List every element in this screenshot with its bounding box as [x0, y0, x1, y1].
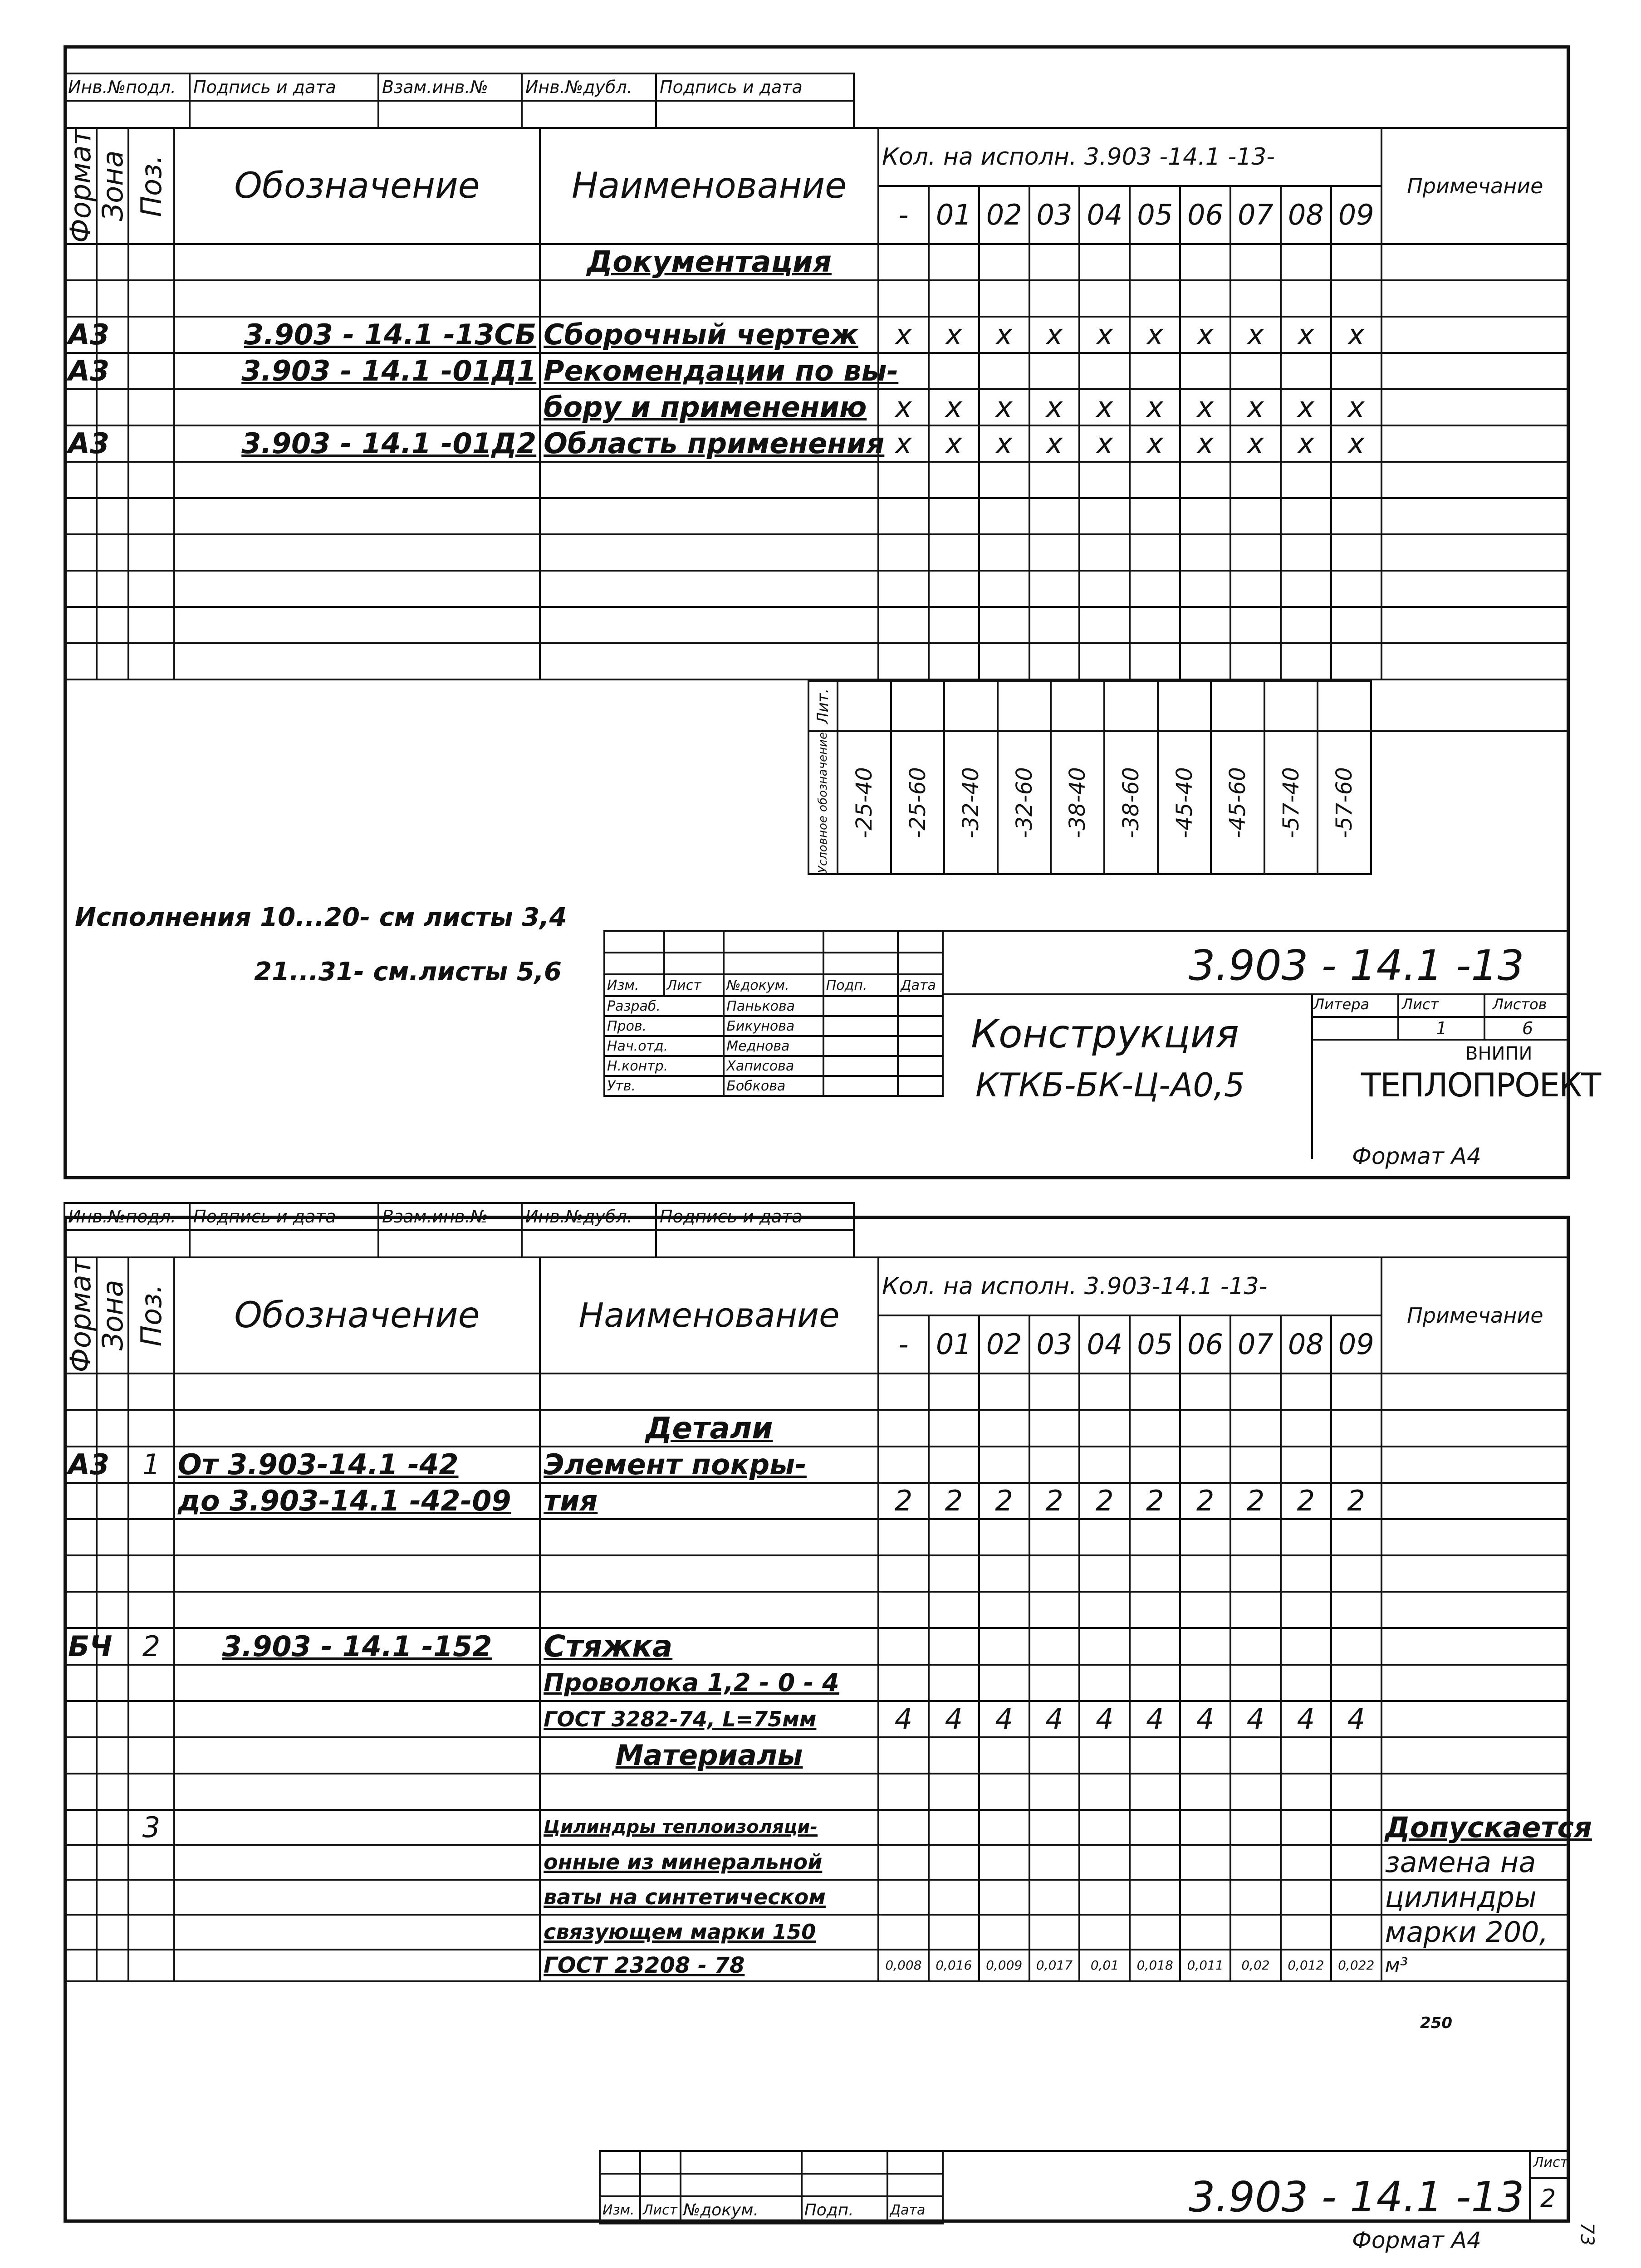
designation-cell: до 3.903-14.1 -42-09 — [174, 1483, 540, 1519]
strip-cell: Инв.№подл. — [64, 73, 190, 101]
stamp-role-row — [604, 996, 943, 1016]
qty-cell: 4 — [1230, 1701, 1281, 1737]
strip-cell: Подпись и дата — [190, 1203, 378, 1230]
top-strip-2 — [64, 1202, 855, 1231]
mark-cell: x — [1331, 425, 1381, 462]
item-row — [64, 1447, 1569, 1483]
qty-cell: 2 — [1029, 1483, 1080, 1519]
qty-cell: 0,008 — [878, 1950, 929, 1981]
variant-cell: 06 — [1180, 1315, 1230, 1374]
mark-cell: x — [1230, 317, 1281, 353]
cond-cell: -57-60 — [1318, 731, 1371, 874]
doc-row — [64, 317, 1569, 353]
col-note-header: Примечание — [1381, 128, 1569, 244]
variant-cell: 07 — [1230, 1315, 1281, 1374]
mark-cell: x — [929, 389, 979, 425]
cond-cell: -32-60 — [998, 731, 1051, 874]
qty-cell: 0,016 — [929, 1950, 979, 1981]
variant-cell: 07 — [1230, 186, 1281, 244]
variant-cell: - — [878, 1315, 929, 1374]
variant-cell: 01 — [929, 186, 979, 244]
item-row — [64, 1665, 1569, 1701]
qty-cell: 2 — [929, 1483, 979, 1519]
item-row — [64, 1701, 1569, 1737]
name-cell: тия — [540, 1483, 878, 1519]
mark-cell: x — [1331, 389, 1381, 425]
qty-cell: 4 — [1130, 1701, 1180, 1737]
spec-table-2 — [64, 1256, 1592, 1982]
format-cell: БЧ — [64, 1628, 97, 1665]
stamp-role-row — [604, 1056, 943, 1076]
qty-cell: 4 — [1079, 1701, 1130, 1737]
cond-cell: -38-40 — [1051, 731, 1104, 874]
col-format-header: Формат — [64, 129, 97, 243]
stamp-hdr: Изм. — [600, 2196, 640, 2224]
designation-cell: 3.903 - 14.1 -01Д1 — [174, 353, 540, 389]
cond-cell: -32-40 — [944, 731, 998, 874]
qty-cell: 4 — [1331, 1701, 1381, 1737]
stamp-line — [944, 930, 1570, 932]
signer-cell: Хаписова — [724, 1056, 823, 1076]
qty-cell: 0,009 — [979, 1950, 1029, 1981]
stamp-line — [1529, 2177, 1570, 2179]
unit-cell: м³ — [1381, 1950, 1569, 1981]
mark-cell: x — [1079, 425, 1130, 462]
variant-cell: 04 — [1079, 186, 1130, 244]
mark-cell: x — [1281, 389, 1331, 425]
mark-cell: x — [1230, 425, 1281, 462]
cond-cell: -25-60 — [891, 731, 945, 874]
col-pos-header: Поз. — [128, 128, 174, 244]
format-cell: А3 — [64, 425, 97, 462]
org-name-1: ВНИПИ — [1465, 1043, 1533, 1064]
qty-cell: 4 — [1281, 1701, 1331, 1737]
qty-cell: 0,011 — [1180, 1950, 1230, 1981]
litera-label: Литера — [1313, 996, 1370, 1013]
col-name-header: Наименование — [540, 1257, 878, 1374]
qty-cell: 0,022 — [1331, 1950, 1381, 1981]
col-designation-header: Обозначение — [174, 128, 540, 244]
mark-cell: x — [1281, 425, 1331, 462]
mark-cell: x — [929, 425, 979, 462]
title-block-stamp-1 — [603, 930, 944, 1097]
stamp-line — [1311, 1039, 1570, 1041]
strip-cell: Подпись и дата — [190, 73, 378, 101]
qty-cell: 2 — [979, 1483, 1029, 1519]
qty-header: Кол. на исполн. 3.903-14.1 -13- — [878, 1257, 1381, 1315]
stamp-hdr: Подп. — [823, 974, 898, 996]
variant-cell: 01 — [929, 1315, 979, 1374]
org-name-2: ТЕПЛОПРОЕКТ — [1361, 1066, 1601, 1104]
cond-cell: -57-40 — [1264, 731, 1318, 874]
stamp-line — [1397, 993, 1399, 1039]
mark-cell: x — [1130, 425, 1180, 462]
variant-cell: 02 — [979, 186, 1029, 244]
name-cell: ваты на синтетическом — [540, 1880, 878, 1915]
stamp-hdr: Изм. — [604, 974, 664, 996]
top-strip-1b — [64, 100, 855, 129]
title-line-2: КТКБ-БК-Ц-А0,5 — [975, 1066, 1245, 1104]
qty-header: Кол. на исполн. 3.903 -14.1 -13- — [878, 128, 1381, 186]
qty-cell: 2 — [1281, 1483, 1331, 1519]
role-cell: Нач.отд. — [604, 1036, 724, 1056]
signer-cell: Бобкова — [724, 1076, 823, 1096]
mark-cell: x — [1029, 389, 1080, 425]
col-zone-header: Зона — [97, 128, 129, 244]
doc-row — [64, 353, 1569, 389]
format-label-1: Формат А4 — [1352, 1143, 1481, 1169]
mark-cell: x — [929, 317, 979, 353]
qty-cell: 2 — [1230, 1483, 1281, 1519]
cond-row — [808, 731, 1570, 874]
qty-cell: 0,018 — [1130, 1950, 1180, 1981]
mark-cell: x — [1331, 317, 1381, 353]
variant-cell: 05 — [1130, 186, 1180, 244]
qty-cell: 4 — [1180, 1701, 1230, 1737]
designation-cell: 3.903 - 14.1 -01Д2 — [174, 425, 540, 462]
name-cell: бору и применению — [540, 389, 878, 425]
format-cell: А3 — [64, 353, 97, 389]
list-value-2: 2 — [1540, 2184, 1556, 2213]
strip-cell: Подпись и дата — [656, 73, 854, 101]
note-variants-2: 21...31- см.листы 5,6 — [254, 957, 562, 987]
stamp-line — [944, 2150, 1570, 2152]
designation-cell: 3.903 - 14.1 -152 — [174, 1628, 540, 1665]
qty-cell: 2 — [1180, 1483, 1230, 1519]
stamp-hdr: Дата — [887, 2196, 943, 2224]
list-label-1: Лист — [1402, 996, 1439, 1013]
cond-cell: -38-60 — [1104, 731, 1158, 874]
note-cell: марки 200, — [1381, 1915, 1569, 1950]
title-block-stamp-2 — [599, 2150, 944, 2224]
qty-cell: 2 — [1331, 1483, 1381, 1519]
item-row — [64, 1845, 1569, 1880]
strip-cell: Инв.№дубл. — [522, 1203, 656, 1230]
col-designation-header: Обозначение — [174, 1257, 540, 1374]
role-cell: Разраб. — [604, 996, 724, 1016]
listov-value: 6 — [1522, 1018, 1533, 1038]
stamp-hdr: Дата — [898, 974, 943, 996]
mark-cell: x — [1130, 317, 1180, 353]
qty-cell: 0,02 — [1230, 1950, 1281, 1981]
spec-table-1 — [64, 127, 1570, 680]
designation-cell: От 3.903-14.1 -42 — [174, 1447, 540, 1483]
item-row — [64, 1483, 1569, 1519]
variant-cell: 08 — [1281, 186, 1331, 244]
mark-cell: x — [1230, 389, 1281, 425]
stamp-line — [1311, 1016, 1570, 1018]
variant-cell: 05 — [1130, 1315, 1180, 1374]
stamp-line — [944, 993, 1570, 995]
name-cell: Рекомендации по вы- — [540, 353, 878, 389]
top-strip-1 — [64, 73, 855, 102]
mark-cell: x — [979, 425, 1029, 462]
designation-cell: 3.903 - 14.1 -13СБ — [174, 317, 540, 353]
mark-cell: x — [1079, 317, 1130, 353]
qty-cell: 4 — [1029, 1701, 1080, 1737]
mark-cell: x — [878, 317, 929, 353]
qty-cell: 2 — [1079, 1483, 1130, 1519]
variant-cell: 03 — [1029, 1315, 1080, 1374]
list-label-2: Лист — [1533, 2155, 1568, 2170]
role-cell: Утв. — [604, 1076, 724, 1096]
qty-cell: 2 — [878, 1483, 929, 1519]
variant-cell: 08 — [1281, 1315, 1331, 1374]
signer-cell: Бикунова — [724, 1016, 823, 1036]
mark-cell: x — [878, 389, 929, 425]
variant-cell: 03 — [1029, 186, 1080, 244]
item-row — [64, 1880, 1569, 1915]
format-cell: А3 — [64, 1447, 97, 1483]
name-cell: Проволока 1,2 - 0 - 4 — [540, 1665, 878, 1701]
col-pos-header: Поз. — [128, 1257, 174, 1374]
title-line-1: Конструкция — [971, 1012, 1239, 1057]
signer-cell: Меднова — [724, 1036, 823, 1056]
strip-cell: Инв.№дубл. — [522, 73, 656, 101]
section-details: Детали — [540, 1410, 878, 1447]
mark-cell: x — [878, 425, 929, 462]
side-number: 73 — [1577, 2223, 1597, 2246]
variant-cell: 09 — [1331, 186, 1381, 244]
stamp-hdr: Лист — [640, 2196, 681, 2224]
format-label-2: Формат А4 — [1352, 2227, 1481, 2253]
cond-label: Условное обозначение — [808, 731, 838, 874]
stamp-role-row — [604, 1036, 943, 1056]
strip-cell: Взам.инв.№ — [378, 1203, 522, 1230]
pos-cell: 2 — [128, 1628, 174, 1665]
strip-cell: Взам.инв.№ — [378, 73, 522, 101]
cond-cell: -45-60 — [1211, 731, 1264, 874]
role-cell: Пров. — [604, 1016, 724, 1036]
doc-row — [64, 389, 1569, 425]
mark-cell: x — [1180, 389, 1230, 425]
stamp-hdr: №докум. — [724, 974, 823, 996]
item-row — [64, 1915, 1569, 1950]
stamp-line — [1529, 2150, 1531, 2223]
item-row — [64, 1628, 1569, 1665]
mark-cell: x — [1180, 425, 1230, 462]
mark-cell: x — [1029, 425, 1080, 462]
variant-cell: 06 — [1180, 186, 1230, 244]
col-name-header: Наименование — [540, 128, 878, 244]
mark-cell: x — [1180, 317, 1230, 353]
qty-cell: 4 — [979, 1701, 1029, 1737]
note-cell: замена на — [1381, 1845, 1569, 1880]
stamp-role-row — [604, 1076, 943, 1096]
name-cell: Элемент покры- — [540, 1447, 878, 1483]
lit-label: Лит. — [808, 681, 838, 731]
qty-cell: 0,01 — [1079, 1950, 1130, 1981]
name-cell: связующем марки 150 — [540, 1915, 878, 1950]
mark-cell: x — [1079, 389, 1130, 425]
mark-cell: x — [1029, 317, 1080, 353]
pos-cell: 3 — [128, 1810, 174, 1845]
name-cell: Сборочный чертеж — [540, 317, 878, 353]
col-zone-header: Зона — [97, 1257, 129, 1374]
qty-cell: 2 — [1130, 1483, 1180, 1519]
variant-cell: 09 — [1331, 1315, 1381, 1374]
stamp-hdr: №докум. — [681, 2196, 802, 2224]
name-cell: Стяжка — [540, 1628, 878, 1665]
item-row — [64, 1810, 1569, 1845]
strip-cell: Инв.№подл. — [64, 1203, 190, 1230]
stamp-hdr: Подп. — [802, 2196, 887, 2224]
col-note-header: Примечание — [1381, 1257, 1569, 1374]
variant-cell: 04 — [1079, 1315, 1130, 1374]
qty-cell: 0,012 — [1281, 1950, 1331, 1981]
note-variants-1: Исполнения 10...20- см листы 3,4 — [75, 903, 567, 932]
col-format-header: Формат — [64, 1258, 97, 1373]
format-cell: А3 — [64, 317, 97, 353]
doc-code-1: 3.903 - 14.1 -13 — [1189, 941, 1524, 990]
stamp-hdr: Лист — [664, 974, 724, 996]
doc-row — [64, 425, 1569, 462]
name-cell: ГОСТ 23208 - 78 — [540, 1950, 878, 1981]
qty-cell: 4 — [878, 1701, 929, 1737]
note-cell: цилиндры — [1381, 1880, 1569, 1915]
mark-cell: x — [979, 317, 1029, 353]
top-strip-2b — [64, 1229, 855, 1258]
strip-cell: Подпись и дата — [656, 1203, 854, 1230]
item-row — [64, 1950, 1569, 1981]
listov-label: Листов — [1493, 996, 1547, 1013]
mark-cell: x — [979, 389, 1029, 425]
section-materials: Материалы — [540, 1737, 878, 1774]
name-cell: ГОСТ 3282-74, L=75мм — [540, 1701, 878, 1737]
stamp-role-row — [604, 1016, 943, 1036]
doc-code-2: 3.903 - 14.1 -13 — [1189, 2173, 1524, 2221]
stamp-line — [1484, 993, 1485, 1039]
variant-cell: - — [878, 186, 929, 244]
name-cell: Цилиндры теплоизоляци- — [540, 1810, 878, 1845]
name-cell: Область применения — [540, 425, 878, 462]
cond-cell: -45-40 — [1158, 731, 1211, 874]
variant-cell: 02 — [979, 1315, 1029, 1374]
cond-cell: -25-40 — [838, 731, 891, 874]
signer-cell: Панькова — [724, 996, 823, 1016]
name-cell: онные из минеральной — [540, 1845, 878, 1880]
mark-cell: x — [1281, 317, 1331, 353]
role-cell: Н.контр. — [604, 1056, 724, 1076]
note-cell: 250 — [1420, 2014, 1452, 2032]
qty-cell: 4 — [929, 1701, 979, 1737]
pos-cell: 1 — [128, 1447, 174, 1483]
cond-table — [808, 680, 1570, 875]
note-cell: Допускается — [1381, 1810, 1569, 1845]
list-value-1: 1 — [1436, 1018, 1447, 1038]
qty-cell: 0,017 — [1029, 1950, 1080, 1981]
stamp-line — [1311, 993, 1313, 1159]
section-documentation: Документация — [540, 244, 878, 280]
mark-cell: x — [1130, 389, 1180, 425]
